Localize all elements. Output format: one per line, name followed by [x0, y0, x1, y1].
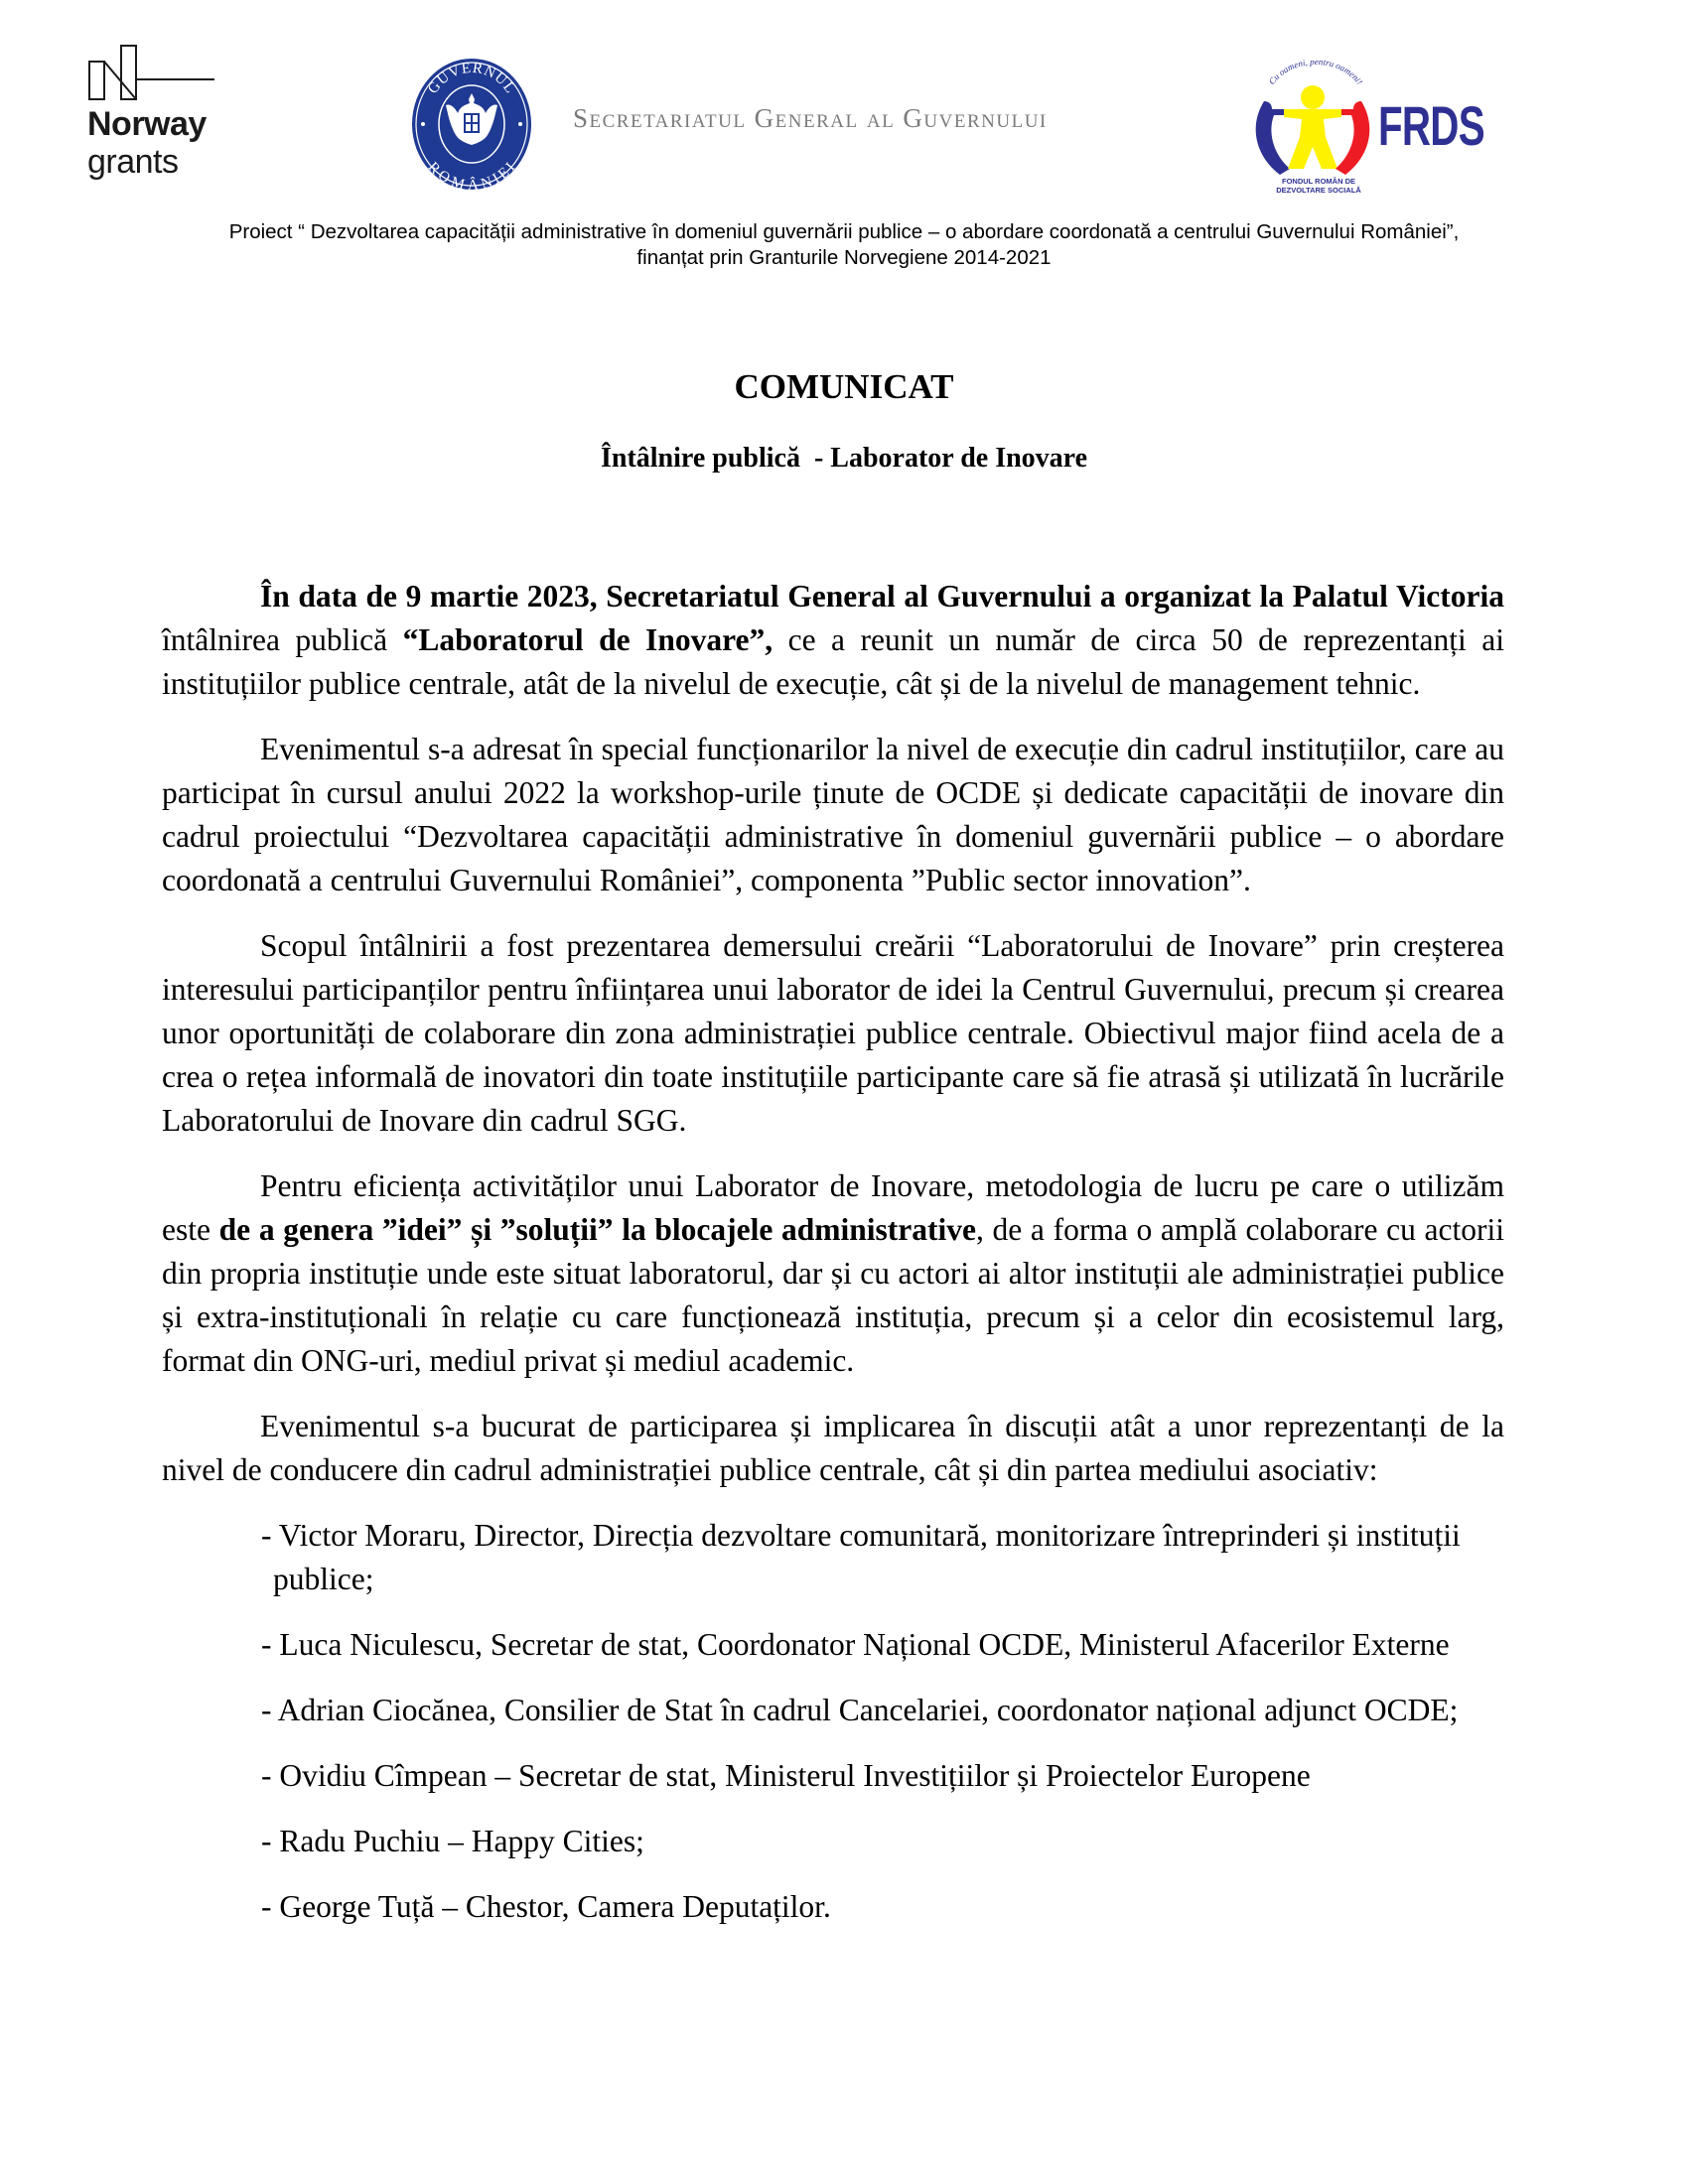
list-item: - George Tuță – Chestor, Camera Deputaților.: [261, 1889, 831, 1924]
norway-grants-logo: [87, 44, 226, 188]
romanian-government-seal: [411, 58, 532, 191]
project-header: [0, 219, 1688, 271]
paragraph-2: [162, 728, 1504, 902]
paragraph-3: [162, 924, 1504, 1143]
paragraph-3-text: Scopul întâlnirii a fost prezentarea demersului creării “Laboratorului de Inovare” prin creșterea interesului participanților pentru înființarea unui laborator de idei la Centrul Guvernului, precum și crearea unor oportunități de colaborare din zona administrației publice centrale. Obiectivul major fiind acela de a crea o rețea informală de inovatori din toate instituțiile participante care să fie atrasă și utilizată în lucrările Laboratorului de Inovare din cadrul SGG.: [162, 928, 1504, 1138]
paragraph-1-text: întâlnirea publică: [162, 622, 403, 657]
paragraph-1-bold-lead: În data de 9 martie 2023, Secretariatul General al Guvernului a organizat la Palatul Victoria: [260, 579, 1504, 614]
frds-people-icon: [1246, 58, 1380, 182]
frds-logo: [1246, 58, 1484, 202]
paragraph-4-text-end: , de a forma o amplă colaborare cu actorii din propria instituție unde este situat laboratorul, dar și cu actori ai altor instituții ale administrației publice și extra-instituționali în relație cu care funcționează instituția, precum și a celor din ecosistemul larg, format din ONG-uri, mediul privat și mediul academic.: [162, 1212, 1504, 1378]
frds-name-line1: FONDUL ROMÂN DE: [1281, 177, 1356, 186]
list-item: - Adrian Ciocănea, Consilier de Stat în cadrul Cancelariei, coordonator național adjunct OCDE;: [261, 1693, 1459, 1727]
paragraph-4: [162, 1164, 1504, 1383]
participants-list: [162, 1514, 1504, 1929]
norway-logo-word: Norway: [87, 105, 207, 143]
sgg-institution-name: Secretariatul General al Guvernului: [573, 103, 1048, 133]
government-seal-icon: [411, 58, 532, 191]
list-item: - Ovidiu Cîmpean – Secretar de stat, Ministerul Investițiilor și Proiectelor Europene: [261, 1758, 1311, 1793]
frds-acronym: FRDS: [1378, 94, 1484, 157]
paragraph-2-text: Evenimentul s-a adresat în special funcționarilor la nivel de execuție din cadrul instituțiilor, care au participat în cursul anului 2022 la workshop-urile ținute de OCDE și dedicate capacității de inovare din cadrul proiectului “Dezvoltarea capacității administrative în domeniul guvernării publice – o abordare coordonată a centrului Guvernului României”, componenta ”Public sector innovation”.: [162, 732, 1504, 897]
project-header-line2: finanțat prin Granturile Norvegiene 2014-2021: [636, 246, 1052, 269]
page-subtitle: Întâlnire publică - Laborator de Inovare: [600, 443, 1088, 474]
list-item: - Radu Puchiu – Happy Cities;: [261, 1824, 644, 1858]
list-item: - Victor Moraru, Director, Direcția dezvoltare comunitară, monitorizare întreprinderi și instituții publice;: [261, 1518, 1461, 1596]
paragraph-5: [162, 1405, 1504, 1492]
project-header-line1: Proiect “ Dezvoltarea capacității administrative în domeniul guvernării publice – o abordare coordonată a centrului Guvernului României”,: [228, 220, 1460, 243]
paragraph-1: [162, 575, 1504, 706]
svg-text:GUVERNUL: GUVERNUL: [425, 60, 518, 97]
frds-full-name: [1274, 177, 1363, 195]
page-title: COMUNICAT: [734, 367, 954, 406]
document-body: [162, 575, 1504, 1951]
paragraph-4-text: Pentru eficiența activităților unui Laborator de Inovare, metodologia de lucru pe care o utilizăm este: [162, 1168, 1504, 1247]
paragraph-5-text: Evenimentul s-a bucurat de participarea și implicarea în discuții atât a unor reprezentanți de la nivel de conducere din cadrul administrației publice centrale, cât și din partea mediului asociativ:: [162, 1409, 1504, 1487]
norway-grants-mark-icon: [87, 44, 226, 103]
svg-text:Cu oameni, pentru oameni!: Cu oameni, pentru oameni!: [1266, 58, 1365, 87]
paragraph-1-event-name: “Laboratorul de Inovare”,: [402, 622, 774, 657]
grants-logo-word: grants: [87, 143, 179, 181]
frds-name-line2: DEZVOLTARE SOCIALĂ: [1276, 186, 1361, 195]
list-item: - Luca Niculescu, Secretar de stat, Coordonator Național OCDE, Ministerul Afacerilor Externe: [261, 1627, 1450, 1662]
paragraph-1-text-end: ce a reunit un număr de circa 50 de reprezentanți ai instituțiilor publice centrale, atât de la nivelul de execuție, cât și de la nivelul de management tehnic.: [162, 622, 1504, 701]
svg-text:ROMÂNIEI: ROMÂNIEI: [424, 159, 519, 191]
paragraph-4-bold-methodology: de a genera ”idei” și ”soluții” la blocajele administrative: [218, 1212, 976, 1247]
